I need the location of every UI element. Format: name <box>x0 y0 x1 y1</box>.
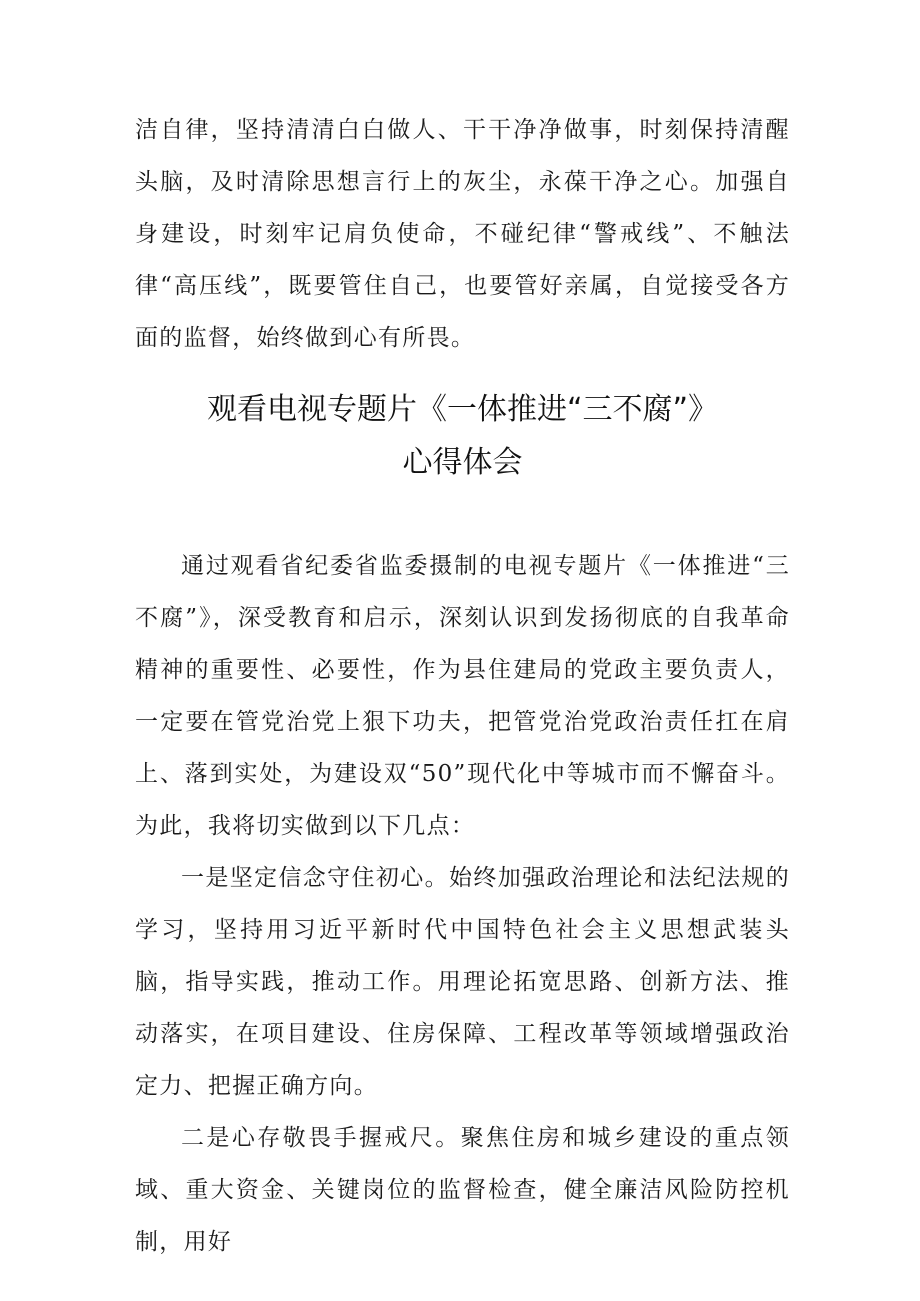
body-paragraph-2: 一是坚定信念守住初心。始终加强政治理论和法纪法规的学习，坚持用习近平新时代中国特色社会主义思想武装头脑，指导实践，推动工作。用理论拓宽思路、创新方法、推动落实，在项目建设、住房保障、工程改革等领域增强政治定力、把握正确方向。 <box>135 865 790 1099</box>
intro-paragraph: 洁自律，坚持清清白白做人、干干净净做事，时刻保持清醒头脑，及时清除思想言行上的灰尘，永葆干净之心。加强自身建设，时刻牢记肩负使命，不碰纪律“警戒线”、不触法律“高压线”，既要管住自己，也要管好亲属，自觉接受各方面的监督，始终做到心有所畏。 <box>135 117 790 351</box>
document-title <box>135 383 790 489</box>
title-line-2: 心得体会 <box>402 445 523 480</box>
body-text <box>135 540 790 1268</box>
body-paragraph-3: 二是心存敬畏手握戒尺。聚焦住房和城乡建设的重点领域、重大资金、关键岗位的监督检查，健全廉洁风险防控机制，用好 <box>135 1125 790 1255</box>
body-paragraph-1: 通过观看省纪委省监委摄制的电视专题片《一体推进“三不腐”》，深受教育和启示，深刻认识到发扬彻底的自我革命精神的重要性、必要性，作为县住建局的党政主要负责人，一定要在管党治党上狠下功夫，把管党治党政治责任扛在肩上、落到实处，为建设双“50”现代化中等城市而不懈奋斗。为此，我将切实做到以下几点： <box>135 553 790 839</box>
title-line-1: 观看电视专题片《一体推进“三不腐”》 <box>206 392 719 427</box>
